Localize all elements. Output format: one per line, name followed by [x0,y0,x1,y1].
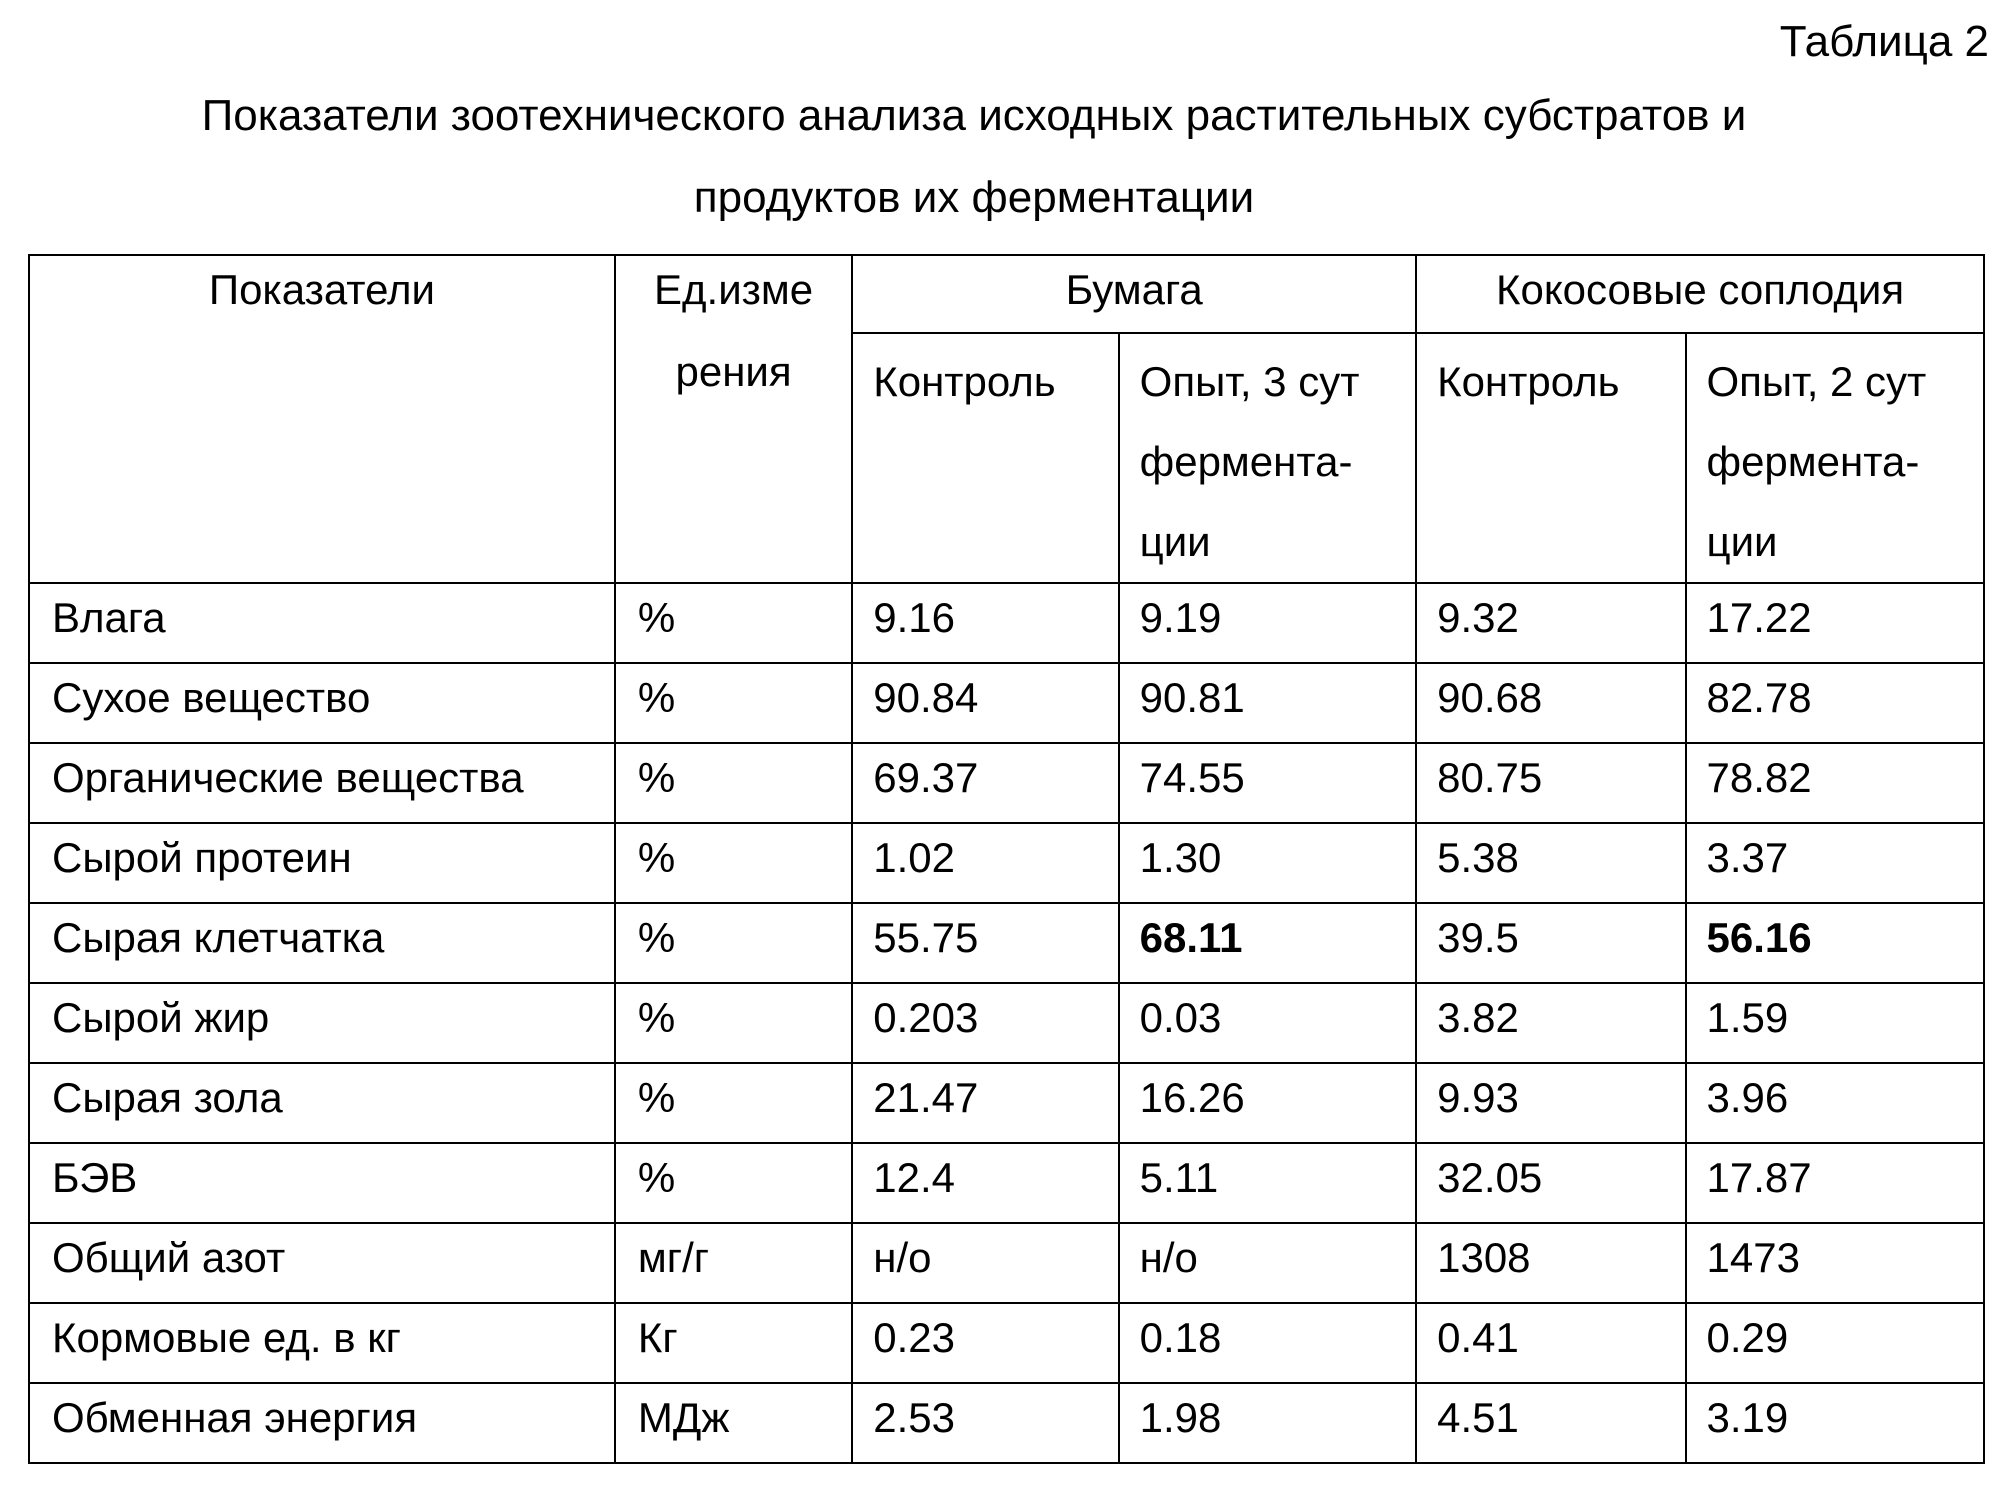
analysis-table [28,254,1985,1464]
table-row: Сырая клетчатка % 55.75 68.11 39.5 56.16 [29,903,1984,983]
table-title-line-1: Показатели зоотехнического анализа исходных растительных субстратов и [201,91,1747,140]
table-number-label: Таблица 2 [1779,17,1989,66]
header-paper-experiment: Опыт, 3 сут фермента- ции [1119,333,1416,583]
header-coconut-experiment: Опыт, 2 сут фермента- ции [1686,333,1984,583]
table-row: Сырой жир % 0.203 0.03 3.82 1.59 [29,983,1984,1063]
table-row: Сухое вещество % 90.84 90.81 90.68 82.78 [29,663,1984,743]
table-row: Сырая зола % 21.47 16.26 9.93 3.96 [29,1063,1984,1143]
header-unit-line-2: рения [675,348,792,395]
table-row: Органические вещества % 69.37 74.55 80.75 78.82 [29,743,1984,823]
header-unit [615,255,852,583]
table-row: Влага % 9.16 9.19 9.32 17.22 [29,583,1984,663]
table-row: Кормовые ед. в кг Кг 0.23 0.18 0.41 0.29 [29,1303,1984,1383]
table-title-line-2: продуктов их ферментации [693,173,1255,222]
header-group-paper: Бумага [852,255,1416,333]
header-paper-control: Контроль [852,333,1118,583]
header-group-coconut: Кокосовые соплодия [1416,255,1984,333]
table-row: Сырой протеин % 1.02 1.30 5.38 3.37 [29,823,1984,903]
header-indicator: Показатели [29,255,615,583]
highlighted-value: 56.16 [1706,914,1812,961]
table-row: Общий азот мг/г н/о н/о 1308 1473 [29,1223,1984,1303]
highlighted-value: 68.11 [1139,914,1243,961]
table-row: Обменная энергия МДж 2.53 1.98 4.51 3.19 [29,1383,1984,1463]
header-unit-line-1: Ед.изме [654,266,814,313]
table-row: БЭВ % 12.4 5.11 32.05 17.87 [29,1143,1984,1223]
header-coconut-control: Контроль [1416,333,1685,583]
